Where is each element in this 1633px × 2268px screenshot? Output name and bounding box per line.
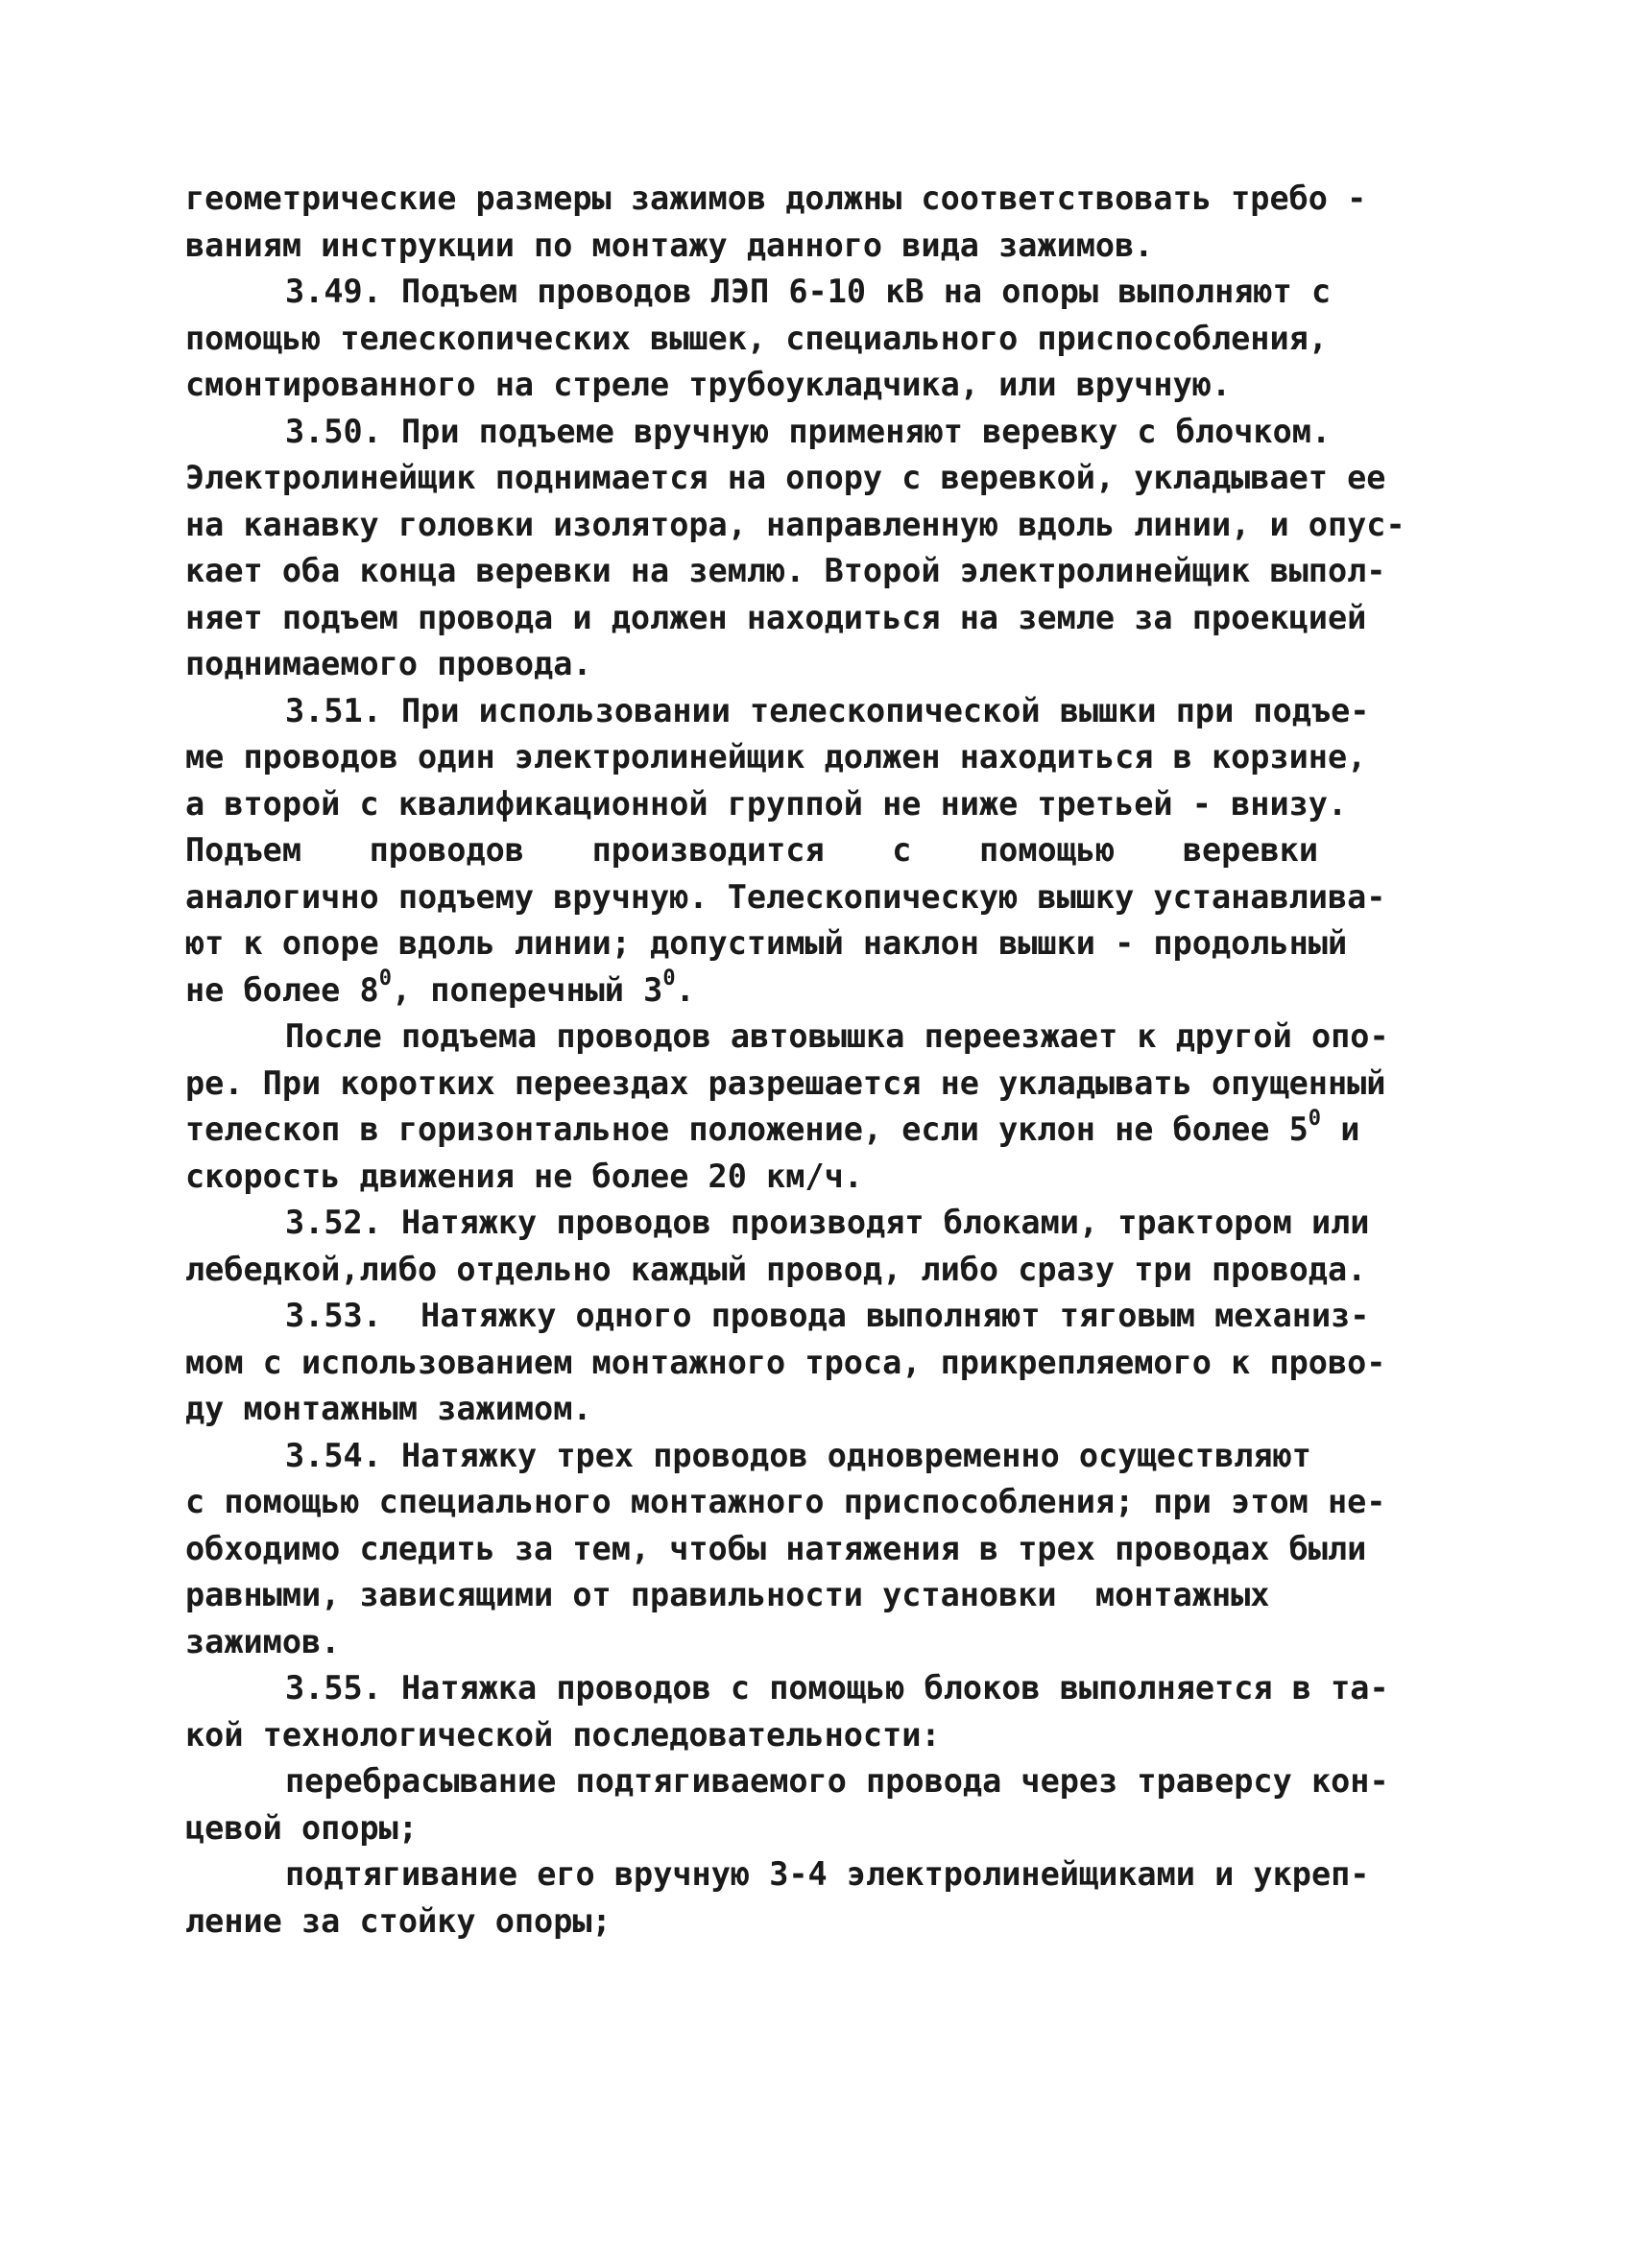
text-line: а второй с квалификационной группой не ниже третьей - внизу. (185, 784, 1348, 823)
text-line: ют к опоре вдоль линии; допустимый наклон вышки - продольный (185, 924, 1348, 962)
text-line: кает оба конца веревки на землю. Второй электролинейщик выпол- (185, 552, 1386, 589)
superscript: 0 (378, 967, 392, 991)
text-segment: , поперечный 3 (391, 970, 663, 1009)
text-line: кой технологической последовательности: (185, 1715, 941, 1754)
text-line: ду монтажным зажимом. (185, 1390, 592, 1427)
superscript: 0 (1308, 1106, 1322, 1131)
text-line: скорость движения не более 20 км/ч. (185, 1157, 863, 1195)
text-line-justified (185, 827, 1318, 874)
word: проводов (369, 831, 524, 869)
text-line: перебрасывание подтягиваемого провода через траверсу кон- (285, 1762, 1389, 1800)
text-line: смонтированного на стреле трубоукладчика, или вручную. (185, 366, 1232, 403)
text-line: цевой опоры; (185, 1808, 419, 1847)
text-line: аналогично подъему вручную. Телескопическую вышку устанавлива- (185, 877, 1386, 916)
text-line: зажимов. (185, 1622, 341, 1660)
text-line: мом с использованием монтажного троса, прикрепляемого к прово- (185, 1343, 1386, 1381)
text-line: 3.54. Натяжку трех проводов одновременно осуществляют (285, 1436, 1311, 1474)
text-line: лебедкой,либо отдельно каждый провод, либо сразу три провода. (185, 1250, 1367, 1288)
superscript: 0 (662, 967, 676, 991)
text-segment: . (675, 970, 695, 1009)
text-line: ление за стойку опоры; (185, 1901, 612, 1940)
text-segment: не более 8 (185, 970, 379, 1009)
text-line: ваниям инструкции по монтажу данного вида зажимов. (185, 226, 1154, 264)
text-line: обходимо следить за тем, чтобы натяжения в трех проводах были (185, 1529, 1367, 1567)
text-line: ме проводов один электролинейщик должен находиться в корзине, (185, 738, 1367, 776)
text-line: помощью телескопических вышек, специального приспособления, (185, 319, 1328, 357)
text-line: 3.55. Натяжка проводов с помощью блоков выполняется в та- (285, 1669, 1389, 1707)
text-line: 3.53. Натяжку одного провода выполняют тяговым механиз- (285, 1297, 1370, 1334)
text-line: ре. При коротких переездах разрешается не укладывать опущенный (185, 1063, 1386, 1102)
word: Подъем (185, 831, 302, 869)
text-segment: телескоп в горизонтальное положение, если уклон не более 5 (185, 1110, 1309, 1148)
text-line: поднимаемого провода. (185, 645, 592, 682)
text-line: 3.52. Натяжку проводов производят блоками, трактором или (285, 1204, 1370, 1241)
text-line: 3.51. При использовании телескопической вышки при подъе- (285, 691, 1370, 729)
text-line: подтягивание его вручную 3-4 электролинейщиками и укреп- (285, 1855, 1370, 1893)
text-line: После подъема проводов автовышка переезжает к другой опо- (285, 1017, 1389, 1055)
text-segment: и (1321, 1110, 1360, 1148)
text-line: 3.49. Подъем проводов ЛЭП 6-10 кВ на опоры выполняют с (285, 273, 1332, 310)
word: производится (591, 831, 825, 869)
text-line: Электролинейщик поднимается на опору с веревкой, укладывает ее (185, 459, 1386, 496)
text-line (185, 967, 1462, 1015)
text-line: с помощью специального монтажного приспособления; при этом не- (185, 1483, 1386, 1520)
text-line: равными, зависящими от правильности установки монтажных (185, 1576, 1270, 1613)
text-line (185, 1107, 1462, 1154)
text-line: няет подъем провода и должен находиться на земле за проекцией (185, 598, 1367, 636)
text-line: 3.50. При подъеме вручную применяют веревку с блочком. (285, 412, 1332, 450)
word: веревки (1182, 831, 1318, 869)
text-line: геометрические размеры зажимов должны соответствовать требо - (185, 179, 1367, 217)
text-line: на канавку головки изолятора, направленную вдоль линии, и опус- (185, 505, 1405, 543)
word: помощью (979, 831, 1116, 869)
word: с (892, 831, 912, 869)
document-body (185, 176, 1462, 1945)
